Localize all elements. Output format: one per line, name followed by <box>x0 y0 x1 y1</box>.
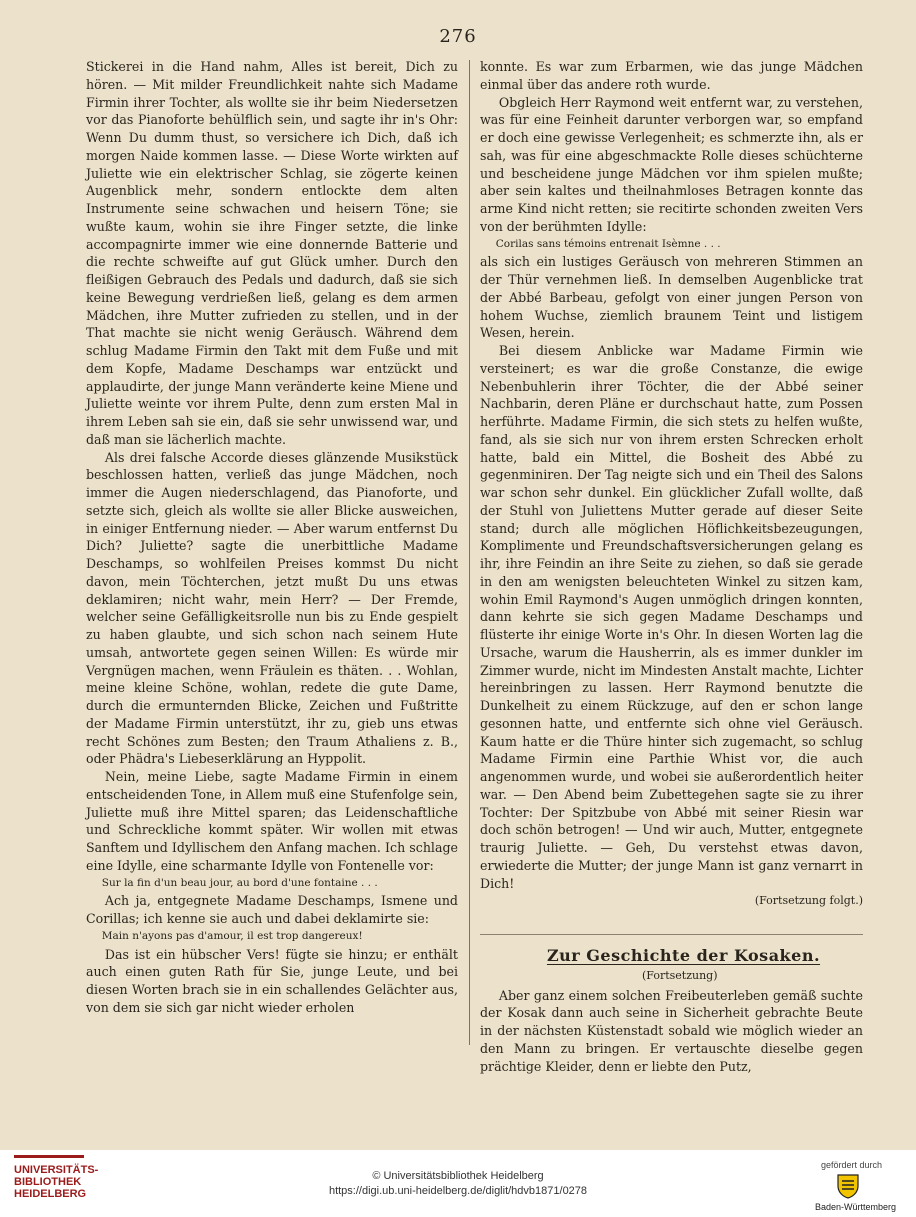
left-column <box>86 58 458 1017</box>
right-paragraph-1: konnte. Es war zum Erbarmen, wie das junge Mädchen einmal über das andere roth wurde. <box>480 59 863 92</box>
coat-of-arms-icon <box>834 1172 862 1200</box>
right-paragraph-3: als sich ein lustiges Geräusch von mehreren Stimmen an der Thür vernehmen ließ. In demselben Augenblicke trat der Abbé Barbeau, gefolgt von einer jungen Person von hohem Wuchse, ziemlich braunem Teint und listigem Wesen, herein. <box>480 254 863 341</box>
column-divider <box>469 60 470 1045</box>
library-name-line-3: HEIDELBERG <box>14 1188 87 1200</box>
funder-label: gefördert durch <box>820 1160 882 1170</box>
left-paragraph-2: Als drei falsche Accorde dieses glänzende Musikstück beschlossen hatten, verließ das junge Mädchen, noch immer die Augen niederschlagend, das Pianoforte, und setzte sich, gleich als wollte sie aller Blicke ausweichen, in einiger Entfernung nieder. — Aber warum entfernst Du Dich? Juliette? sagte die unerbittliche Madame Deschamps, so wohlfeilen Preises kommst Du nicht davon, mein Töchterchen, jetzt mußt Du uns etwas deklamiren; nicht wahr, mein Herr? — Der Fremde, welcher seine Gefälligkeitsrolle nun bis zu Ende gespielt zu haben glaubte, und sich schon nach seinem Hute umsah, antwortete gegen seinen Willen: Es würde mir Vergnügen machen, wenn Fräulein es thäten. . . Wohlan, meine kleine Schöne, wohlan, redete die gute Dame, durch die ermunternden Blicke, Zeichen und Fußtritte der Madame Firmin unterstützt, ihr zu, gieb uns etwas recht Schönes zum Besten; den Traum Athaliens z. B., oder Phädra's Liebeserklärung an Hyppolit. <box>86 449 458 767</box>
right-column <box>480 58 863 1075</box>
library-name-line-2: BIBLIOTHEK <box>14 1176 82 1188</box>
french-quote-1: Sur la fin d'un beau jour, au bord d'une fontaine . . . <box>101 876 378 889</box>
french-quote-3: Corilas sans témoins entrenait Isèmne . . . <box>495 237 721 250</box>
right-paragraph-4: Bei diesem Anblicke war Madame Firmin wie versteinert; es war die große Constanze, die ewige Nebenbuhlerin ihrer Töchter, die der Abbé seiner Nachbarin, deren Pläne er durchschaut hatte, zum Possen herführte. Madame Firmin, die sich stets zu helfen wußte, fand, als sie sich nur von ihrem ersten Schrecken erholt hatte, bald ein Mittel, die Bosheit des Abbé zu gegenminiren. Der Tag neigte sich und ein Theil des Salons war schon sehr dunkel. Ein glücklicher Zufall wollte, daß der Stuhl von Juliettens Mutter gerade auf dieser Seite stand; durch alle möglichen Höflichkeitsbezeugungen, Komplimente und Freundschaftsversicherungen gelang es ihr, ihre Feindin an ihre Seite zu ziehen, so daß sie gerade in den am wenigsten beleuchteten Winkel zu sitzen kam, wohin Emil Raymond's Augen unmöglich dringen konnten, dann kehrte sie sich gegen Madame Deschamps und flüsterte ihr einige Worte in's Ohr. In diesen Worten lag die Ursache, warum die Hausherrin, als es immer dunkler im Zimmer wurde, nicht im Mindesten Anstalt machte, Lichter hereinbringen zu lassen. Herr Raymond benutzte die Dunkelheit zu einem Rückzuge, auf den er schon lange gesonnen hatte, und entfernte sich ohne viel Geräusch. Kaum hatte er die Thüre hinter sich zugemacht, so schlug Madame Firmin eine Parthie Whist vor, die auch angenommen wurde, und wobei sie außerordentlich heiter war. — Den Abend beim Zubettegehen sagte sie zu ihrer Tochter: Der Spitzbube von Abbé mit seiner Riesin war doch schön betrogen! — Und wir auch, Mutter, entgegnete traurig Juliette. — Geh, Du verstehst etwas davon, erwiederte die Mutter; der junge Mann ist ganz vernarrt in Dich! <box>480 343 863 891</box>
page-number: 276 <box>439 26 477 47</box>
section-title: Zur Geschichte der Kosaken. <box>546 946 821 965</box>
left-paragraph-5: Das ist ein hübscher Vers! fügte sie hinzu; er enthält auch einen guten Rath für Sie, junge Leute, und bei diesen Worten brach sie in ein schallendes Gelächter aus, von dem sie sich gar nicht wieder erholen <box>86 946 458 1015</box>
right-paragraph-5: Aber ganz einem solchen Freibeuterleben gemäß suchte der Kosak dann auch seine in Sicherheit gebrachte Beute in der nächsten Küstenstadt sobald wie möglich wieder an den Mann zu bringen. Er vertauschte dieselbe gegen prächtige Kleider, denn er liebte den Putz, <box>480 987 863 1074</box>
left-paragraph-4: Ach ja, entgegnete Madame Deschamps, Ismene und Corillas; ich kenne sie auch und dabei deklamirte sie: <box>86 893 458 926</box>
right-paragraph-2: Obgleich Herr Raymond weit entfernt war, zu verstehen, was für eine Feinheit darunter verborgen war, so empfand er doch eine gewisse Verlegenheit; es schmerzte ihn, als er sah, was für eine abgeschmackte Rolle dieses schüchterne und bescheidene junge Mädchen vor ihm spielen mußte; aber sein kaltes und theilnahmloses Betragen konnte das arme Kind nicht retten; sie recitirte schonden zweiten Vers von der berühmten Idylle: <box>480 94 863 234</box>
funder-name: Baden-Württemberg <box>814 1202 896 1212</box>
section-subtitle: (Fortsetzung) <box>642 968 718 982</box>
left-paragraph-1: Stickerei in die Hand nahm, Alles ist bereit, Dich zu hören. — Mit milder Freundlichkeit nahte sich Madame Firmin ihrer Tochter, als wollte sie ihr beim Niedersetzen vor das Pianoforte behülflich sein, und sagte ihr in's Ohr: Wenn Du dumm thust, so versichere ich Dich, daß ich morgen Naide kommen lasse. — Diese Worte wirkten auf Juliette wie ein elektrischer Schlag, sie zögerte keinen Augenblick mehr, sondern entlockte dem alten Instrumente seine schwachen und heisern Töne; sie wußte kaum, wohin sie ihre Finger setzte, die linke accompagnirte immer wie eine donnernde Batterie und die rechte schweifte auf gut Glück umher. Durch den fleißigen Gebrauch des Pedals und dadurch, daß sie sich keine Bewegung verdrießen ließ, gelang es dem armen Mädchen, ihre Mutter zufrieden zu stellen, und in der That machte sie nicht wenig Geräusch. Während dem schlug Madame Firmin den Takt mit dem Fuße und mit dem Kopfe, Madame Deschamps war entzückt und applaudirte, der junge Mann veränderte keine Miene und Juliette weinte vor ihrem Pulte, denn zum ersten Mal in ihrem Leben sah sie ein, daß sie sehr unwissend war, und daß man sie lächerlich machte. <box>86 59 458 447</box>
library-name-line-1: UNIVERSITÄTS- <box>14 1164 99 1176</box>
left-paragraph-3: Nein, meine Liebe, sagte Madame Firmin in einem entscheidenden Tone, in Allem muß eine Stufenfolge sein, Juliette muß ihre Mittel sparen; das Leidenschaftliche und Schreckliche kommt später. Wir wollen mit etwas Sanftem und Idyllischem den Anfang machen. Ich schlage eine Idylle, eine scharmante Idylle von Fontenelle vor: <box>86 769 458 873</box>
library-logo-mark <box>14 1155 84 1158</box>
section-divider <box>480 934 863 935</box>
doi-link[interactable]: https://digi.ub.uni-heidelberg.de/diglit/hdvb1871/0278 <box>328 1185 588 1197</box>
continued-note: (Fortsetzung folgt.) <box>754 894 863 908</box>
footer-bar <box>0 1150 916 1217</box>
copyright-notice: © Universitätsbibliothek Heidelberg <box>372 1170 544 1182</box>
french-quote-2: Main n'ayons pas d'amour, il est trop dangereux! <box>101 929 363 942</box>
